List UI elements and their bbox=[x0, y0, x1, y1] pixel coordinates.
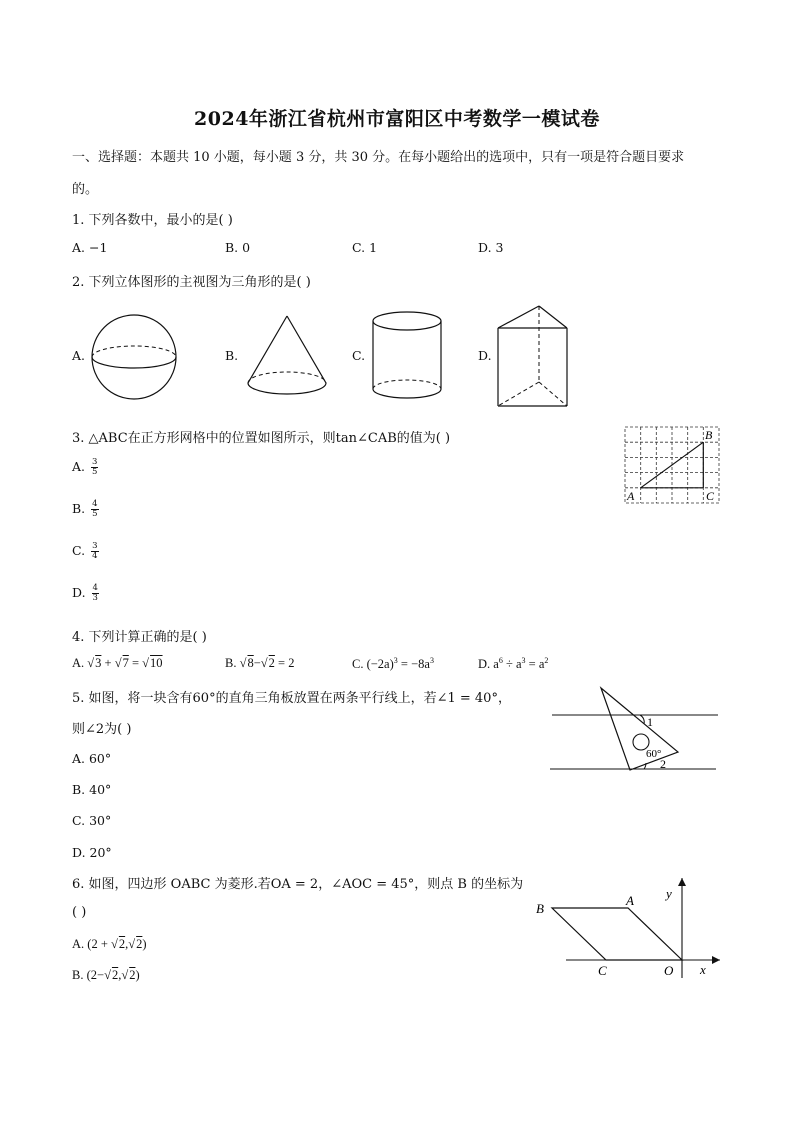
axis-label-y: y bbox=[666, 886, 672, 901]
q5-option-a: A. 60° bbox=[72, 751, 112, 766]
sphere-figure bbox=[88, 313, 180, 401]
rhombus-coordinate-figure bbox=[528, 872, 724, 982]
triangular-prism-figure bbox=[494, 302, 574, 412]
q1-option-d: D. 3 bbox=[478, 240, 504, 255]
q1-option-a: A. −1 bbox=[72, 240, 108, 255]
question-5-stem-line2: 则∠2为( ) bbox=[72, 722, 132, 737]
question-4-stem: 4. 下列计算正确的是( ) bbox=[72, 630, 207, 645]
q3-option-d-fraction: $\frac{4}{3}$ bbox=[92, 583, 98, 603]
question-6-stem-line2: ( ) bbox=[72, 905, 87, 920]
q3-option-c-label: C. bbox=[72, 543, 86, 558]
angle-1-label: 1 bbox=[647, 715, 653, 729]
question-2-stem: 2. 下列立体图形的主视图为三角形的是( ) bbox=[72, 275, 311, 290]
q2-option-b-label: B. bbox=[225, 348, 239, 363]
q4-option-c: C. $(-2a)^3 = -8a^3$ bbox=[352, 656, 434, 672]
question-1-stem: 1. 下列各数中，最小的是( ) bbox=[72, 213, 233, 228]
angle-2-label: 2 bbox=[660, 757, 666, 771]
q3-option-b-fraction: $\frac{4}{5}$ bbox=[92, 499, 98, 519]
q2-option-d-label: D. bbox=[478, 348, 492, 363]
question-5-stem-line1: 5. 如图，将一块含有60°的直角三角板放置在两条平行线上，若∠1 = 40°， bbox=[72, 691, 511, 706]
grid-triangle-figure bbox=[624, 426, 722, 506]
q2-option-c-label: C. bbox=[352, 348, 366, 363]
question-6-stem-line1: 6. 如图，四边形 OABC 为菱形.若OA = 2，∠AOC = 45°，则点 B 的坐标为 bbox=[72, 877, 524, 892]
q1-option-c: C. 1 bbox=[352, 240, 378, 255]
q5-option-c: C. 30° bbox=[72, 813, 112, 828]
q3-option-b bbox=[72, 500, 99, 519]
grid-label-a: A bbox=[627, 489, 635, 503]
rhombus-label-c: C bbox=[598, 963, 607, 978]
q6-option-a: A. (2 + √2,√2) bbox=[72, 937, 147, 951]
q5-option-b: B. 40° bbox=[72, 782, 112, 797]
cylinder-figure bbox=[368, 308, 448, 404]
grid-label-c: C bbox=[706, 489, 715, 503]
origin-label-o: O bbox=[664, 963, 674, 978]
q3-option-b-label: B. bbox=[72, 501, 86, 516]
q5-option-d: D. 20° bbox=[72, 845, 112, 860]
question-3-stem: 3. △ABC在正方形网格中的位置如图所示，则tan∠CAB的值为( ) bbox=[72, 431, 451, 446]
grid-label-b: B bbox=[705, 428, 713, 442]
section-heading-line1: 一、选择题：本题共 10 小题，每小题 3 分，共 30 分。在每小题给出的选项中，只有一项是符合题目要求 bbox=[72, 150, 685, 165]
q4-option-a: A. √3 + √7 = √10 bbox=[72, 656, 163, 670]
axis-label-x: x bbox=[700, 962, 706, 977]
q3-option-a-fraction: $\frac{3}{5}$ bbox=[92, 457, 98, 477]
page-title: 2024年浙江省杭州市富阳区中考数学一模试卷 bbox=[194, 108, 600, 130]
cone-figure bbox=[242, 312, 332, 398]
q3-option-d bbox=[72, 584, 99, 603]
parallel-lines-triangle-figure bbox=[548, 684, 720, 776]
q3-option-a bbox=[72, 458, 98, 477]
q3-option-c bbox=[72, 542, 99, 561]
q2-option-a-label: A. bbox=[72, 348, 86, 363]
angle-60-label: 60° bbox=[646, 748, 662, 760]
q3-option-a-label: A. bbox=[72, 459, 86, 474]
q3-option-d-label: D. bbox=[72, 585, 86, 600]
q1-option-b: B. 0 bbox=[225, 240, 251, 255]
rhombus-label-a: A bbox=[626, 893, 634, 908]
section-heading-line2: 的。 bbox=[72, 182, 99, 197]
q3-option-c-fraction: $\frac{3}{4}$ bbox=[92, 541, 98, 561]
q4-option-b: B. √8−√2 = 2 bbox=[225, 656, 295, 670]
rhombus-label-b: B bbox=[536, 901, 544, 916]
q6-option-b: B. (2−√2,√2) bbox=[72, 968, 140, 982]
q4-option-d: D. $a^6 \div a^3 = a^2$ bbox=[478, 656, 549, 672]
